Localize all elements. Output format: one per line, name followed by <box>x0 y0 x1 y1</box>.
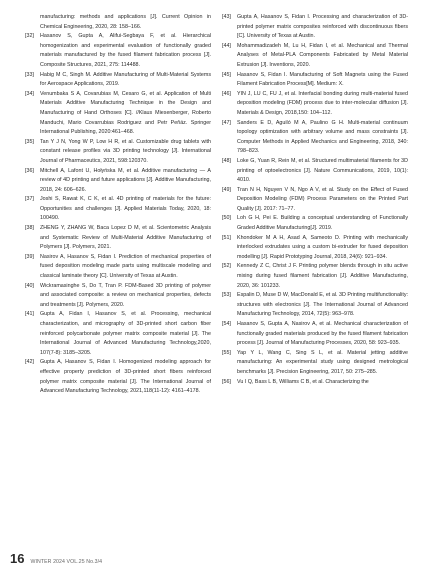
reference-number: [38] <box>25 225 34 232</box>
reference-text: Tan Y J N, Yong W P, Low H R, et al. Customizable drug tablets with constant release profiles via 3D printing technology [J]. International Journal of Pharmaceutics, 2021, 598:120370. <box>40 138 211 164</box>
reference-number: [51] <box>222 234 231 241</box>
reference-entry <box>25 138 211 167</box>
reference-text: Gupta A, Fidan I, Hasanov S, et al. Processing, mechanical characterization, and micrography of 3D-printed short carbon fiber reinforced polycarbonate polymer matrix composite material [J]. The International Journal of Advanced Manufacturing Technology,2020, 107(7-8): 3185–3205. <box>40 311 211 356</box>
reference-entry <box>222 349 408 378</box>
reference-number: [35] <box>25 138 34 145</box>
reference-number: [41] <box>25 311 34 318</box>
reference-entry <box>222 90 408 119</box>
reference-number: [50] <box>222 215 231 222</box>
reference-number: [52] <box>222 263 231 270</box>
reference-text: Gupta A, Hasanov S, Fidan I. Processing and characterization of 3D-printed polymer matrix composites reinforced with discontinuous fibers [C]. University of Texas at Austin. <box>237 14 408 40</box>
reference-entry <box>25 71 211 90</box>
references-right-column <box>222 13 408 387</box>
reference-text: ZHENG Y, ZHANG W, Baca Lopez D M, et al. Scientometric Analysis and Systematic Review of Multi-Material Additive Manufacturing of Polymers [J]. Polymers, 2021. <box>40 225 211 251</box>
reference-entry <box>25 195 211 224</box>
issue-info: WINTER 2024 VOL.25 No.3/4 <box>30 559 103 565</box>
reference-text: Gupta A, Hasanov S, Fidan I. Homogenized modeling approach for effective property prediction of 3D-printed short fibers reinforced polymer matrix composite material [J]. The International Journal of Advanced Manufacturing Technology, 2021,118(11-12): 4161–4178. <box>40 359 211 395</box>
page-footer <box>10 551 102 566</box>
reference-entry <box>25 32 211 70</box>
reference-entry <box>222 214 408 233</box>
reference-entry <box>25 253 211 282</box>
reference-text: Espalin D, Muse D W, MacDonald E, et al. 3D Printing multifunctionality: structures with electronics [J]. The International Journal of Advanced Manufacturing Technology, 2014, 72(5): 963–978. <box>237 292 408 318</box>
reference-text: Mitchell A, Lafont U, Hołyńska M, et al. Additive manufacturing — A review of 4D printing and future applications [J]. Additive Manufacturing, 2018, 24: 606–626. <box>40 167 211 193</box>
reference-text: Hasanov S, Gupta A, Alifui-Segbaya F, et al. Hierarchical homogenization and experimental evaluation of functionally graded materials manufactured by the fused filament fabrication process [J]. Composite Structures, 2021, 275: 114488. <box>40 33 211 68</box>
reference-number: [42] <box>25 359 34 366</box>
reference-number: [33] <box>25 71 34 78</box>
reference-entry <box>25 310 211 358</box>
reference-number: [34] <box>25 90 34 97</box>
reference-text: YIN J, LU C, FU J, et al. Interfacial bonding during multi-material fused deposition modeling (FDM) process due to inter-molecular diffusion [J]. Materials & Design, 2018,150: 104–112. <box>237 90 408 116</box>
reference-number: [53] <box>222 292 231 299</box>
reference-number: [48] <box>222 157 231 164</box>
reference-entry <box>222 262 408 291</box>
reference-number: [54] <box>222 321 231 327</box>
reference-number: [37] <box>25 196 34 203</box>
reference-text: Mohammadizadeh M, Lu H, Fidan I, et al. Mechanical and Thermal Analyses of Metal-PLA Components Fabricated by Metal Material Extrusion [J]. Inventions, 2020. <box>237 42 408 68</box>
reference-number: [49] <box>222 186 231 193</box>
reference-text: Sanders E D, Aguiló M A, Paulino G H. Multi-material continuum topology optimization with arbitrary volume and mass constraints [J]. Computer Methods in Applied Mechanics and Engineering, 2018, 340: 798–823. <box>237 119 408 155</box>
reference-number: [44] <box>222 42 231 49</box>
reference-text: Nasirov A, Hasanov S, Fidan I. Prediction of mechanical properties of fused deposition modeling made parts using multiscale modeling and classical laminate theory [C]. University of Texas at Austin. <box>40 253 211 280</box>
reference-number: [32] <box>25 33 34 40</box>
reference-text: Tran N H, Nguyen V N, Ngo A V, et al. Study on the Effect of Fused Deposition Modeling (FDM) Process Parameters on the Printed Part Quality [J]. 2017: 71–77. <box>237 186 408 212</box>
reference-entry <box>25 224 211 253</box>
reference-number: [46] <box>222 90 231 97</box>
reference-text: Kennedy Z C, Christ J F. Printing polymer blends through in situ active mixing during fused filament fabrication [J]. Additive Manufacturing, 2020, 36: 101233. <box>237 263 408 289</box>
reference-entry <box>222 320 408 349</box>
references-left-column <box>25 13 211 397</box>
reference-text: Habig M C, Singh M. Additive Manufacturing of Multi-Material Systems for Aerospace Applications, 2019. <box>40 71 211 88</box>
reference-number: [45] <box>222 71 231 78</box>
reference-entry <box>25 282 211 311</box>
reference-number: [55] <box>222 349 231 356</box>
reference-text: Loh G H, Pei E. Building a conceptual understanding of Functionally Graded Additive Manufacturing[J]. 2019. <box>237 215 408 232</box>
reference-entry <box>222 13 408 42</box>
reference-entry <box>222 157 408 186</box>
reference-text: Wickramasinghe S, Do T, Tran P. FDM-Based 3D printing of polymer and associated composite: a review on mechanical properties, defects and treatments [J]. Polymers, 2020. <box>40 282 211 308</box>
reference-entry <box>25 167 211 196</box>
reference-text: manufacturing: methods and applications [J]. Current Opinion in Chemical Engineering, 2020, 28: 158–166. <box>40 14 211 30</box>
reference-number: [36] <box>25 167 34 174</box>
reference-text: Vu I Q, Bass L B, Williams C B, et al. Characterizing the <box>237 378 369 385</box>
reference-text: Loke G, Yuan R, Rein M, et al. Structured multimaterial filaments for 3D printing of optoelectronics [J]. Nature Communications, 2019, 10(1): 4010. <box>237 157 408 184</box>
reference-text: Yap Y L, Wang C, Sing S L, et al. Material jetting additive manufacturing: An experimental study using designed metrological benchmarks [J]. Precision Engineering, 2017, 50: 275–285. <box>237 349 408 375</box>
reference-entry <box>222 119 408 157</box>
reference-number: [40] <box>25 282 34 289</box>
reference-entry <box>222 42 408 71</box>
reference-text: Venumbaka S A, Covarubias M, Cesaro G, et al. Application of Multi Materials Additive Manufacturing Technique in the Design and Manufacturing of Hand Orthoses [C]. //Klaus Miesenberger, Roberto Manduchi, Mario Covarrubias Rodriguez and Petr Peňáz. Springer International Publishing, 2020:461–468. <box>40 90 211 136</box>
reference-number: [43] <box>222 14 231 20</box>
reference-entry <box>222 186 408 215</box>
reference-text: Hasanov S, Fidan I. Manufacturing of Soft Magnets using the Fused Filament Fabrication Process[M]. Medium: X. <box>237 71 408 88</box>
reference-entry <box>25 90 211 138</box>
reference-text: Khondoker M A H, Asad A, Sameoto D. Printing with mechanically interlocked extrudates using a custom bi-extruder for fused deposition modelling [J]. Rapid Prototyping Journal, 2018, 24(6): 921–934. <box>237 234 408 260</box>
reference-entry <box>222 71 408 90</box>
page-number: 16 <box>10 551 25 566</box>
reference-text: Hasanov S, Gupta A, Nasirov A, et al. Mechanical characterization of functionally graded materials produced by the fused filament fabrication process [J]. Journal of Manufacturing Processes, 2020, 58: 923–935. <box>237 321 408 347</box>
reference-entry <box>25 358 211 396</box>
reference-entry <box>25 13 211 32</box>
reference-number: [56] <box>222 378 231 385</box>
reference-entry <box>222 234 408 263</box>
reference-text: Joshi S, Rawat K, C K, et al. 4D printing of materials for the future: Opportunities and challenges [J]. Applied Materials Today, 2020, 18: 100490. <box>40 196 211 222</box>
reference-entry <box>222 291 408 320</box>
reference-number: [39] <box>25 253 34 260</box>
reference-number: [47] <box>222 119 231 126</box>
reference-entry <box>222 378 408 388</box>
